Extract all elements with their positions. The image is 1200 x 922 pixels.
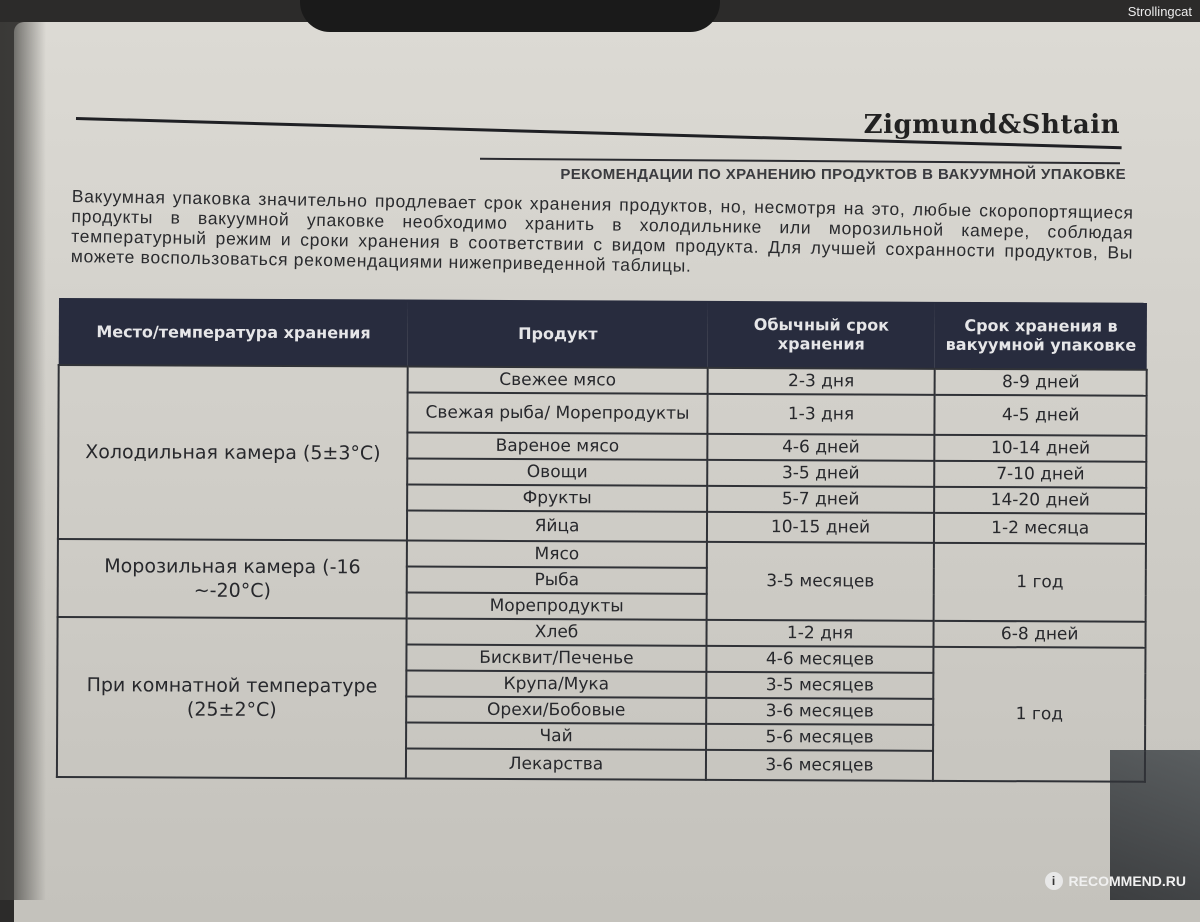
- vacuum-term-cell: 4-5 дней: [935, 395, 1147, 436]
- product-cell: Яйца: [407, 511, 707, 542]
- vacuum-term-cell: 7-10 дней: [934, 461, 1146, 488]
- table-row: [57, 617, 1145, 648]
- normal-term-cell: 3-6 месяцев: [706, 698, 934, 725]
- intro-paragraph: Вакуумная упаковка значительно продлевает срок хранения продуктов, но, несмотря на это, любые скоропортящиеся продукты в вакуумной упаковке необходимо хранить в холодильнике или морозильной камере, соблюдая температурный режим и сроки хранения в соответствии с видом продукта. Для лучшей сохранности продуктов, Вы можете воспользоваться рекомендациями нижеприведенной таблицы.: [70, 186, 1134, 276]
- table-row: [59, 365, 1147, 396]
- normal-term-cell: 4-6 месяцев: [706, 646, 934, 673]
- product-cell: Морепродукты: [407, 593, 707, 620]
- product-cell: Вареное мясо: [408, 433, 708, 460]
- product-cell: Лекарства: [406, 749, 706, 780]
- product-cell: Хлеб: [407, 619, 707, 646]
- product-cell: Орехи/Бобовые: [406, 697, 706, 724]
- watermark-bottom-text: RECOMMEND.RU: [1068, 873, 1186, 889]
- normal-term-cell: 5-7 дней: [707, 486, 935, 513]
- table-row: [58, 539, 1146, 570]
- product-cell: Чай: [406, 723, 706, 750]
- vacuum-term-cell: 14-20 дней: [934, 487, 1146, 514]
- storage-table-wrap: [56, 298, 1148, 783]
- storage-table: [56, 298, 1148, 783]
- normal-term-cell: 4-6 дней: [707, 434, 935, 461]
- product-cell: Мясо: [407, 541, 707, 568]
- product-cell: Свежее мясо: [408, 367, 708, 394]
- vacuum-term-cell: 8-9 дней: [935, 369, 1147, 396]
- header-place: Место/температура хранения: [59, 298, 409, 367]
- header-vacuum-term: Срок хранения в вакуумной упаковке: [935, 302, 1147, 370]
- product-cell: Бисквит/Печенье: [407, 645, 707, 672]
- header-product: Продукт: [408, 300, 708, 368]
- watermark-top: Strollingcat: [1127, 4, 1192, 19]
- recommend-logo-icon: i: [1045, 872, 1063, 890]
- product-cell: Рыба: [407, 567, 707, 594]
- product-cell: Фрукты: [407, 485, 707, 512]
- place-cell: Морозильная камера (-16 ~-20°С): [58, 539, 408, 619]
- brand-logo: Zigmund&Shtain: [863, 110, 1120, 140]
- product-cell: Крупа/Мука: [407, 671, 707, 698]
- normal-term-cell: 5-6 месяцев: [706, 724, 934, 751]
- page-spine-shadow: [0, 22, 46, 900]
- vacuum-term-cell: 6-8 дней: [934, 621, 1146, 648]
- vacuum-term-cell: 1 год: [933, 647, 1145, 782]
- normal-term-cell: 10-15 дней: [707, 512, 935, 543]
- normal-term-cell: 2-3 дня: [707, 368, 935, 395]
- normal-term-cell: 1-3 дня: [707, 394, 935, 435]
- product-cell: Овощи: [407, 459, 707, 486]
- vacuum-term-cell: 1-2 месяца: [934, 513, 1146, 544]
- page-subtitle: РЕКОМЕНДАЦИИ ПО ХРАНЕНИЮ ПРОДУКТОВ В ВАКУУМНОЙ УПАКОВКЕ: [560, 166, 1126, 183]
- normal-term-cell: 3-5 месяцев: [706, 542, 934, 621]
- background-object: [300, 0, 720, 32]
- table-header-row: [59, 298, 1147, 370]
- place-cell: При комнатной температуре (25±2°С): [57, 617, 407, 779]
- normal-term-cell: 1-2 дня: [706, 620, 934, 647]
- product-cell: Свежая рыба/ Морепродукты: [408, 393, 708, 434]
- vacuum-term-cell: 10-14 дней: [935, 435, 1147, 462]
- vacuum-term-cell: 1 год: [934, 543, 1146, 622]
- place-cell: Холодильная камера (5±3°С): [58, 365, 408, 541]
- normal-term-cell: 3-5 дней: [707, 460, 935, 487]
- watermark-bottom: [1045, 872, 1186, 890]
- header-normal-term: Обычный срок хранения: [707, 301, 935, 369]
- normal-term-cell: 3-6 месяцев: [706, 750, 934, 781]
- normal-term-cell: 3-5 месяцев: [706, 672, 934, 699]
